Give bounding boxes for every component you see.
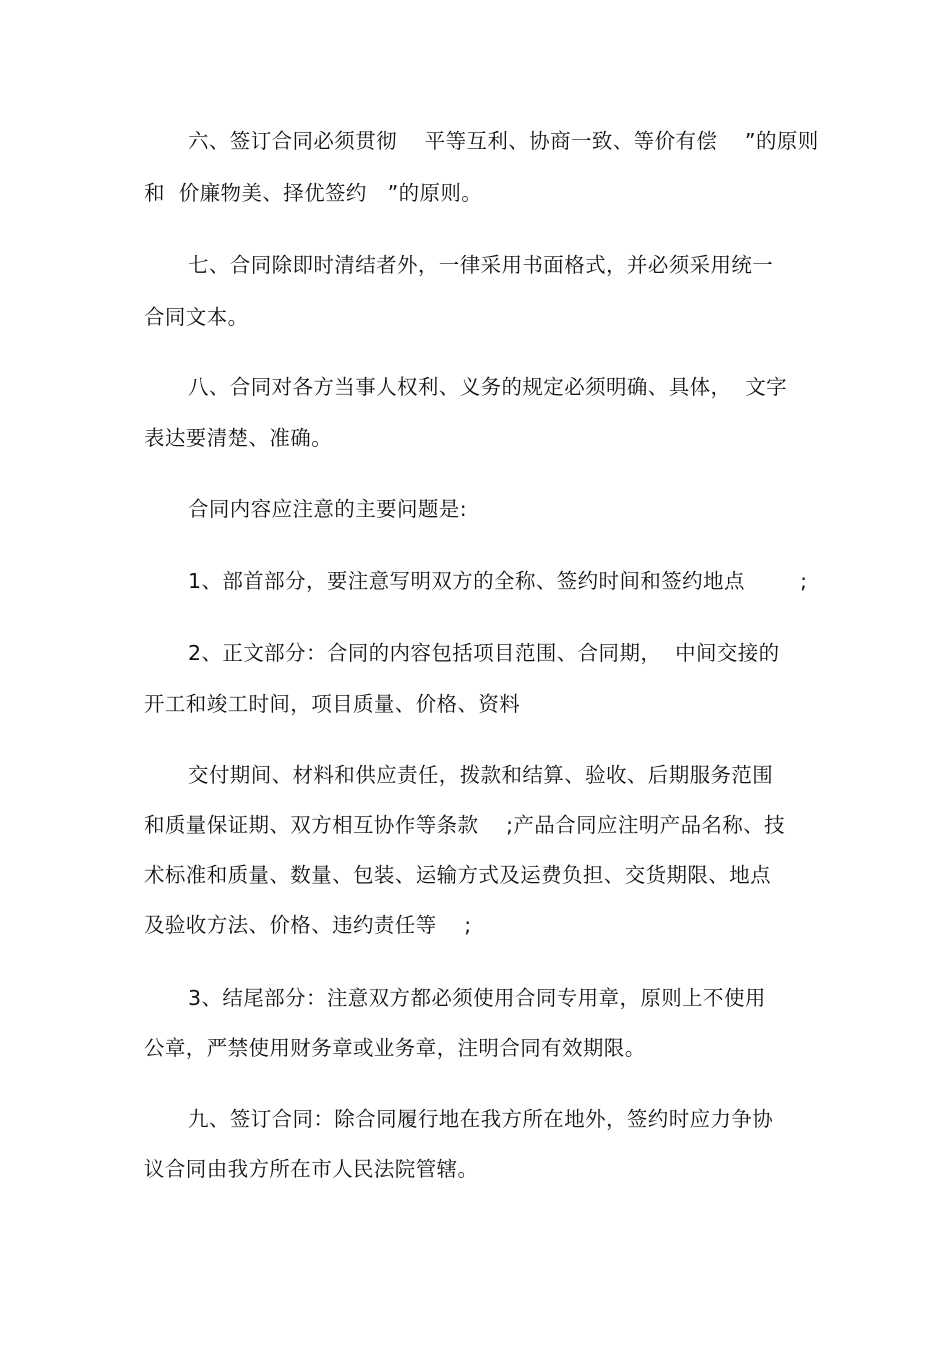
text-line: 3、结尾部分：注意双方都必须使用合同专用章，原则上不使用 — [188, 986, 766, 1010]
text-line: 开工和竣工时间，项目质量、价格、资料 — [144, 692, 521, 716]
text-line: 术标准和质量、数量、包装、运输方式及运费负担、交货期限、地点 — [144, 863, 771, 887]
text-line: 六、签订合同必须贯彻 平等互利、协商一致、等价有偿 ”的原则 — [188, 129, 819, 153]
text-line: 1、部首部分，要注意写明双方的全称、签约时间和签约地点 ; — [188, 569, 808, 593]
text-line: 和质量保证期、双方相互协作等条款 ;产品合同应注明产品名称、技 — [144, 813, 786, 837]
text-line: 议合同由我方所在市人民法院管辖。 — [144, 1157, 479, 1181]
text-line: 合同内容应注意的主要问题是: — [188, 497, 468, 521]
text-line: 及验收方法、价格、违约责任等 ; — [144, 913, 472, 937]
text-line: 2、正文部分：合同的内容包括项目范围、合同期， 中间交接的 — [188, 641, 780, 665]
text-line: 和 价廉物美、择优签约 ”的原则。 — [144, 181, 483, 205]
text-line: 八、合同对各方当事人权利、义务的规定必须明确、具体， 文字 — [188, 375, 788, 399]
text-line: 公章，严禁使用财务章或业务章，注明合同有效期限。 — [144, 1036, 646, 1060]
text-line: 交付期间、材料和供应责任，拨款和结算、验收、后期服务范围 — [188, 763, 774, 787]
text-line: 合同文本。 — [144, 305, 249, 329]
text-line: 表达要清楚、准确。 — [144, 426, 333, 450]
text-line: 七、合同除即时清结者外，一律采用书面格式，并必须采用统一 — [188, 253, 774, 277]
text-line: 九、签订合同：除合同履行地在我方所在地外，签约时应力争协 — [188, 1107, 774, 1131]
